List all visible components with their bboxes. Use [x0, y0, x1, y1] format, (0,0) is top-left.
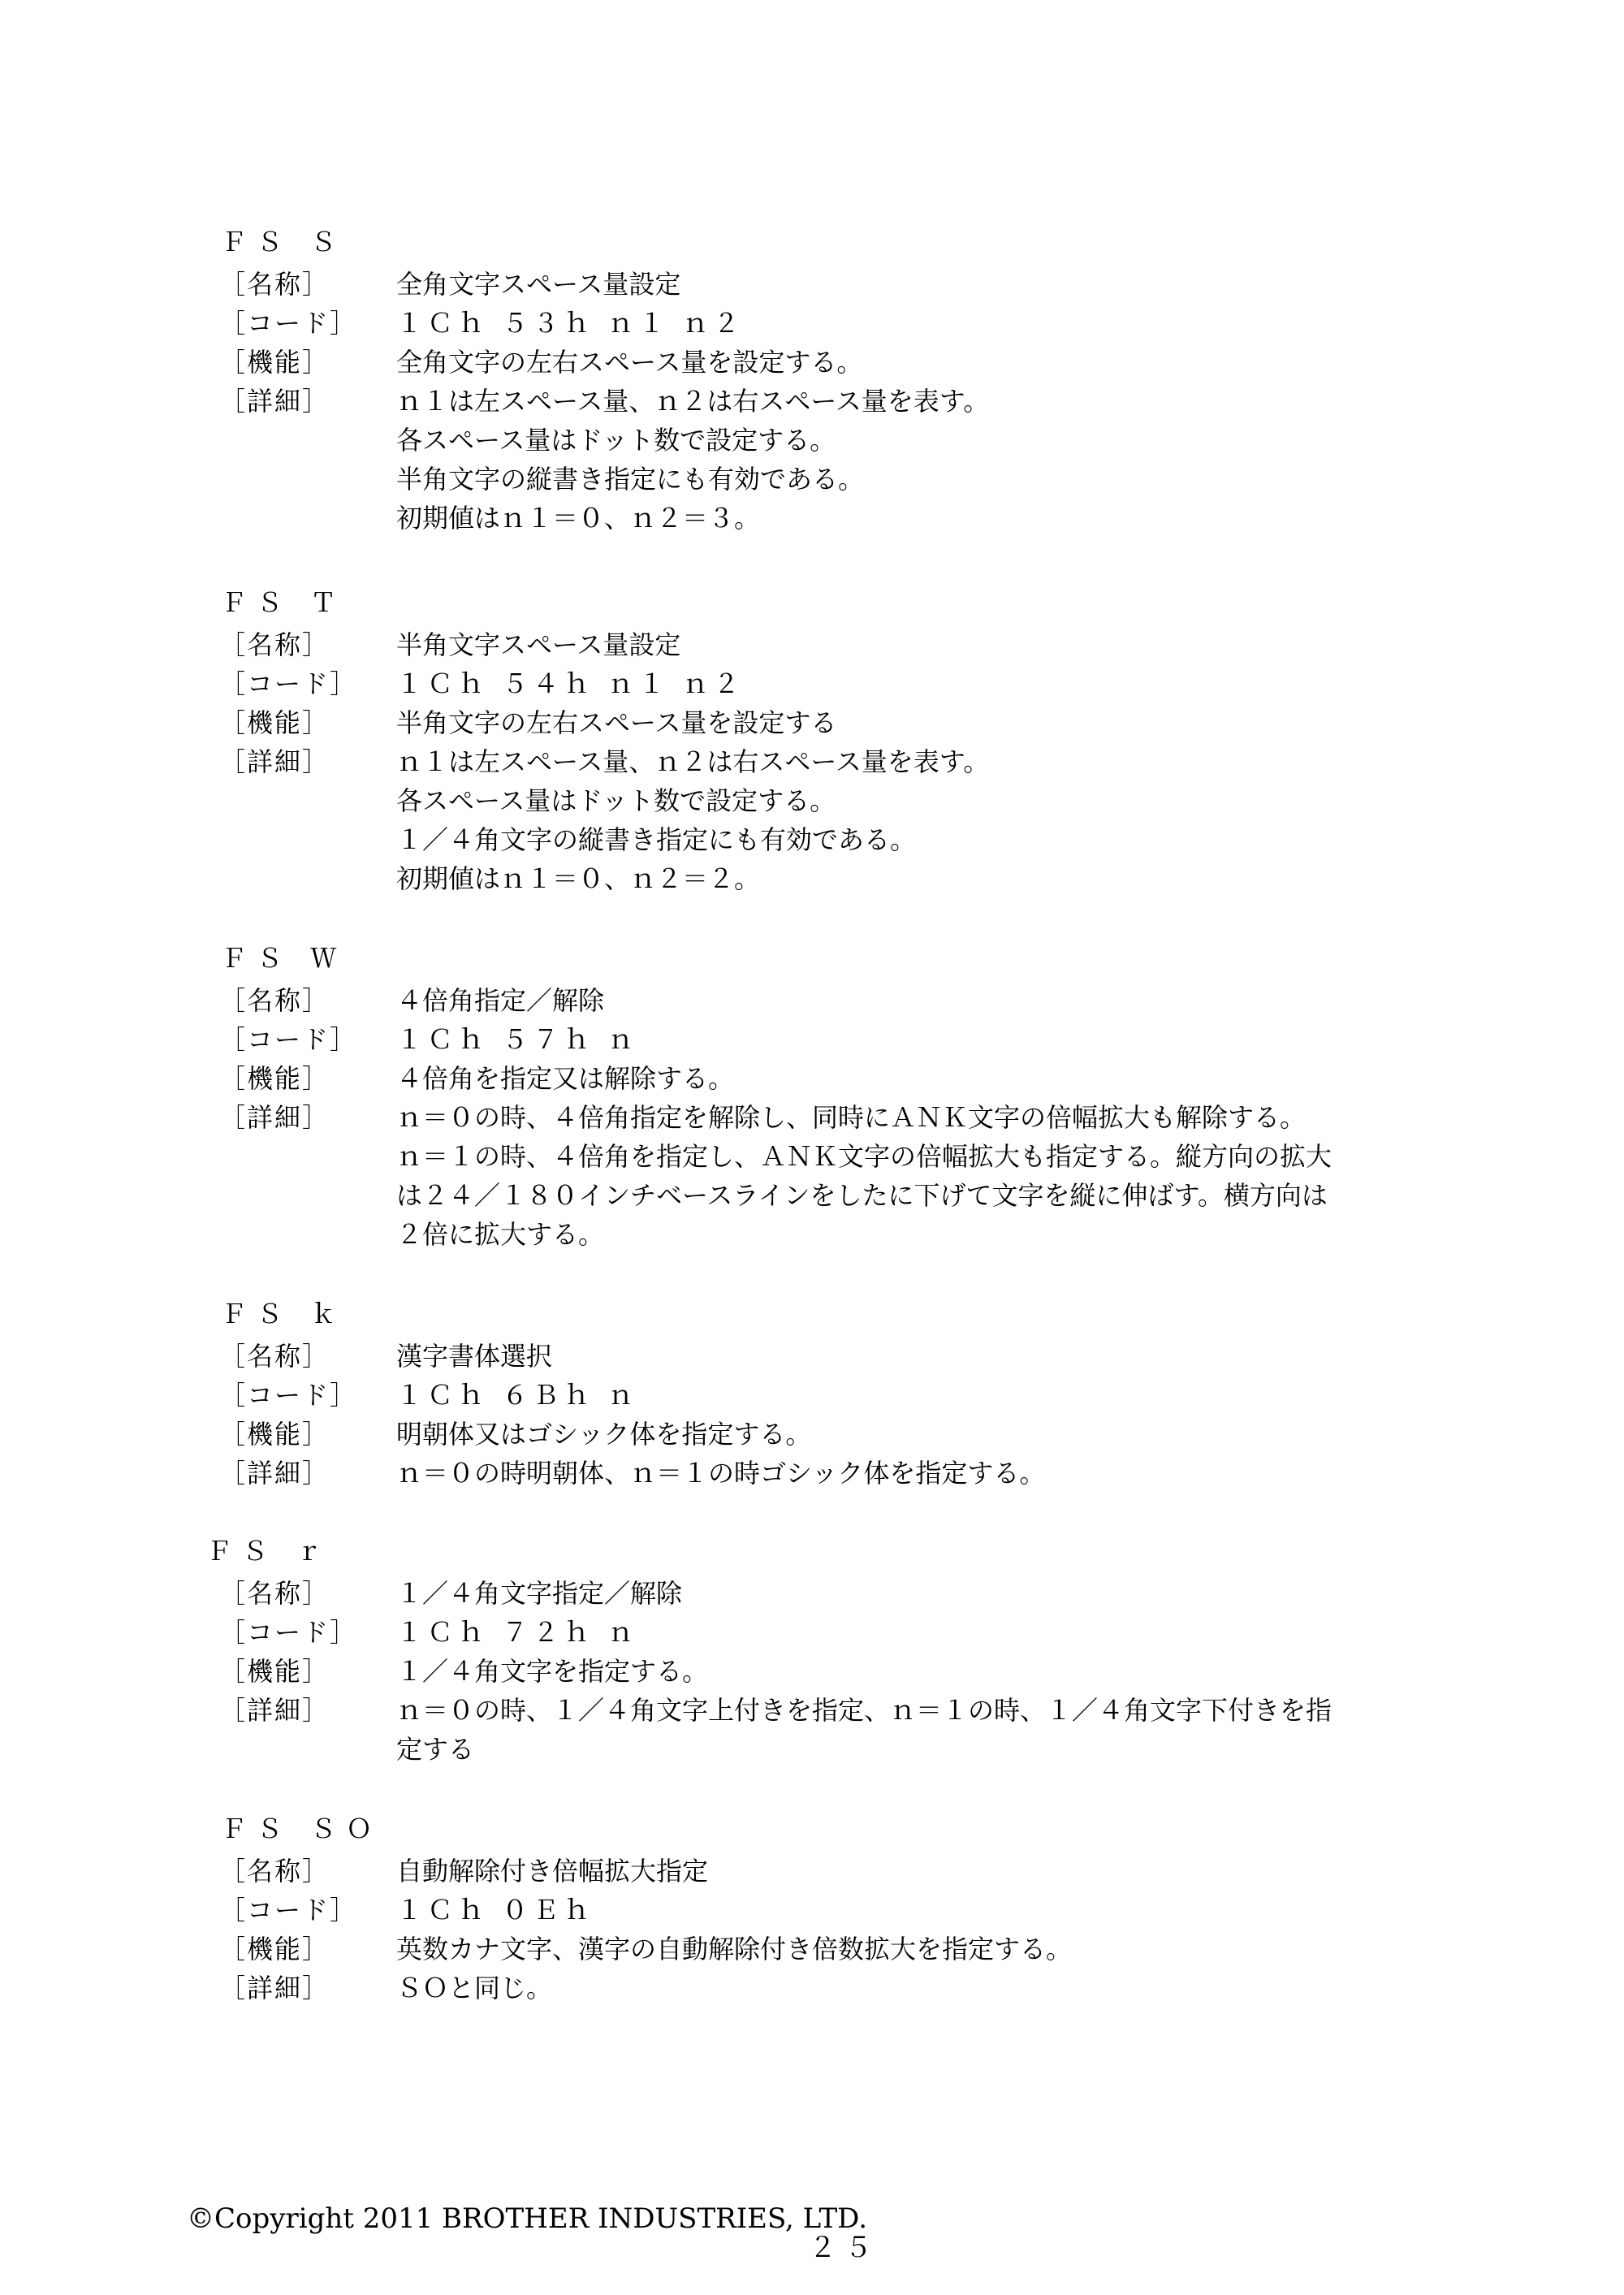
detail-row — [0, 1691, 1624, 1730]
name-label: ［名称］ — [219, 1341, 330, 1372]
code-value: １Ｃｈ ０Ｅｈ — [396, 1895, 595, 1925]
name-label: ［名称］ — [219, 1856, 330, 1887]
command-heading: ＦＳ Ｓ — [221, 227, 347, 257]
detail-line: 初期値はｎ１＝０、ｎ２＝２。 — [396, 863, 761, 894]
name-label: ［名称］ — [219, 1578, 330, 1609]
detail-line: ｎ１は左スペース量、ｎ２は右スペース量を表す。 — [396, 746, 990, 777]
command-heading: ＦＳ Ｗ — [221, 943, 347, 974]
function-label: ［機能］ — [219, 1934, 330, 1964]
name-row — [0, 1574, 1624, 1613]
name-row — [0, 981, 1624, 1020]
function-row — [0, 1059, 1624, 1098]
copyright-notice: ©Copyright 2011 BROTHER INDUSTRIES, LTD. — [187, 2202, 868, 2235]
detail-line: 初期値はｎ１＝０、ｎ２＝３。 — [396, 503, 761, 534]
command-heading: ＦＳ ＳＯ — [221, 1813, 382, 1844]
detail-row — [0, 859, 1624, 898]
code-label: ［コード］ — [219, 1617, 358, 1648]
detail-label: ［詳細］ — [219, 746, 330, 777]
code-value: １Ｃｈ ５７ｈ ｎ — [396, 1024, 639, 1055]
name-row — [0, 1337, 1624, 1376]
detail-line: ｎ＝０の時、１／４角文字上付きを指定、ｎ＝１の時、１／４角文字下付きを指 — [396, 1695, 1332, 1726]
detail-row — [0, 1215, 1624, 1254]
function-row — [0, 703, 1624, 742]
code-value: １Ｃｈ ５４ｈ ｎ１ ｎ２ — [396, 668, 745, 699]
function-value: 英数カナ文字、漢字の自動解除付き倍数拡大を指定する。 — [396, 1934, 1073, 1964]
code-row — [0, 1376, 1624, 1415]
code-row — [0, 304, 1624, 343]
detail-row — [0, 382, 1624, 421]
detail-row — [0, 742, 1624, 781]
detail-line: 各スペース量はドット数で設定する。 — [396, 425, 836, 456]
name-label: ［名称］ — [219, 629, 330, 660]
function-value: 明朝体又はゴシック体を指定する。 — [396, 1419, 812, 1450]
detail-line: １／４角文字の縦書き指定にも有効である。 — [396, 824, 917, 855]
detail-label: ［詳細］ — [219, 386, 330, 417]
function-label: ［機能］ — [219, 347, 330, 378]
code-row — [0, 664, 1624, 703]
detail-row — [0, 820, 1624, 859]
name-value: 半角文字スペース量設定 — [396, 629, 681, 660]
name-value: ４倍角指定／解除 — [396, 985, 605, 1016]
detail-row — [0, 1454, 1624, 1493]
command-heading: ＦＳ ｒ — [206, 1536, 332, 1567]
detail-row — [0, 1137, 1624, 1176]
detail-label: ［詳細］ — [219, 1102, 330, 1133]
function-value: １／４角文字を指定する。 — [396, 1656, 709, 1687]
function-row — [0, 1652, 1624, 1691]
code-label: ［コード］ — [219, 1380, 358, 1411]
detail-line: ｎ＝０の時明朝体、ｎ＝１の時ゴシック体を指定する。 — [396, 1458, 1046, 1489]
detail-row — [0, 1969, 1624, 2008]
detail-row — [0, 1730, 1624, 1769]
code-label: ［コード］ — [219, 668, 358, 699]
detail-line: ｎ＝０の時、４倍角指定を解除し、同時にＡＮＫ文字の倍幅拡大も解除する。 — [396, 1102, 1307, 1133]
code-label: ［コード］ — [219, 308, 358, 339]
detail-line: 定する — [396, 1734, 475, 1765]
function-value: ４倍角を指定又は解除する。 — [396, 1063, 735, 1094]
function-value: 半角文字の左右スペース量を設定する — [396, 707, 837, 738]
name-row — [0, 1852, 1624, 1891]
detail-label: ［詳細］ — [219, 1695, 330, 1726]
name-value: 自動解除付き倍幅拡大指定 — [396, 1856, 709, 1887]
function-row — [0, 1415, 1624, 1454]
detail-line: 各スペース量はドット数で設定する。 — [396, 785, 836, 816]
code-label: ［コード］ — [219, 1895, 358, 1925]
detail-line: ＳＯと同じ。 — [396, 1973, 553, 2003]
detail-label: ［詳細］ — [219, 1458, 330, 1489]
detail-row — [0, 460, 1624, 499]
detail-label: ［詳細］ — [219, 1973, 330, 2003]
detail-row — [0, 1176, 1624, 1215]
detail-line: 半角文字の縦書き指定にも有効である。 — [396, 464, 865, 495]
function-label: ［機能］ — [219, 1063, 330, 1094]
page-number: ２５ — [809, 2232, 880, 2264]
detail-row — [0, 499, 1624, 538]
detail-row — [0, 421, 1624, 460]
code-row — [0, 1020, 1624, 1059]
name-label: ［名称］ — [219, 269, 330, 300]
detail-line: は２４／１８０インチベースラインをしたに下げて文字を縦に伸ばす。横方向は — [396, 1180, 1328, 1211]
code-row — [0, 1613, 1624, 1652]
detail-row — [0, 1098, 1624, 1137]
code-value: １Ｃｈ ６Ｂｈ ｎ — [396, 1380, 639, 1411]
function-label: ［機能］ — [219, 1656, 330, 1687]
name-value: １／４角文字指定／解除 — [396, 1578, 683, 1609]
function-row — [0, 343, 1624, 382]
code-value: １Ｃｈ ５３ｈ ｎ１ ｎ２ — [396, 308, 745, 339]
function-row — [0, 1930, 1624, 1969]
detail-line: ｎ＝１の時、４倍角を指定し、ＡＮＫ文字の倍幅拡大も指定する。縦方向の拡大 — [396, 1141, 1332, 1172]
function-label: ［機能］ — [219, 1419, 330, 1450]
function-value: 全角文字の左右スペース量を設定する。 — [396, 347, 863, 378]
command-heading: ＦＳ ｋ — [221, 1299, 347, 1329]
command-heading: ＦＳ Ｔ — [221, 587, 347, 618]
code-value: １Ｃｈ ７２ｈ ｎ — [396, 1617, 639, 1648]
code-label: ［コード］ — [219, 1024, 358, 1055]
name-label: ［名称］ — [219, 985, 330, 1016]
detail-line: ｎ１は左スペース量、ｎ２は右スペース量を表す。 — [396, 386, 990, 417]
detail-row — [0, 781, 1624, 820]
name-value: 全角文字スペース量設定 — [396, 269, 681, 300]
name-row — [0, 265, 1624, 304]
detail-line: ２倍に拡大する。 — [396, 1219, 605, 1250]
code-row — [0, 1891, 1624, 1930]
name-value: 漢字書体選択 — [396, 1341, 553, 1372]
function-label: ［機能］ — [219, 707, 330, 738]
name-row — [0, 625, 1624, 664]
